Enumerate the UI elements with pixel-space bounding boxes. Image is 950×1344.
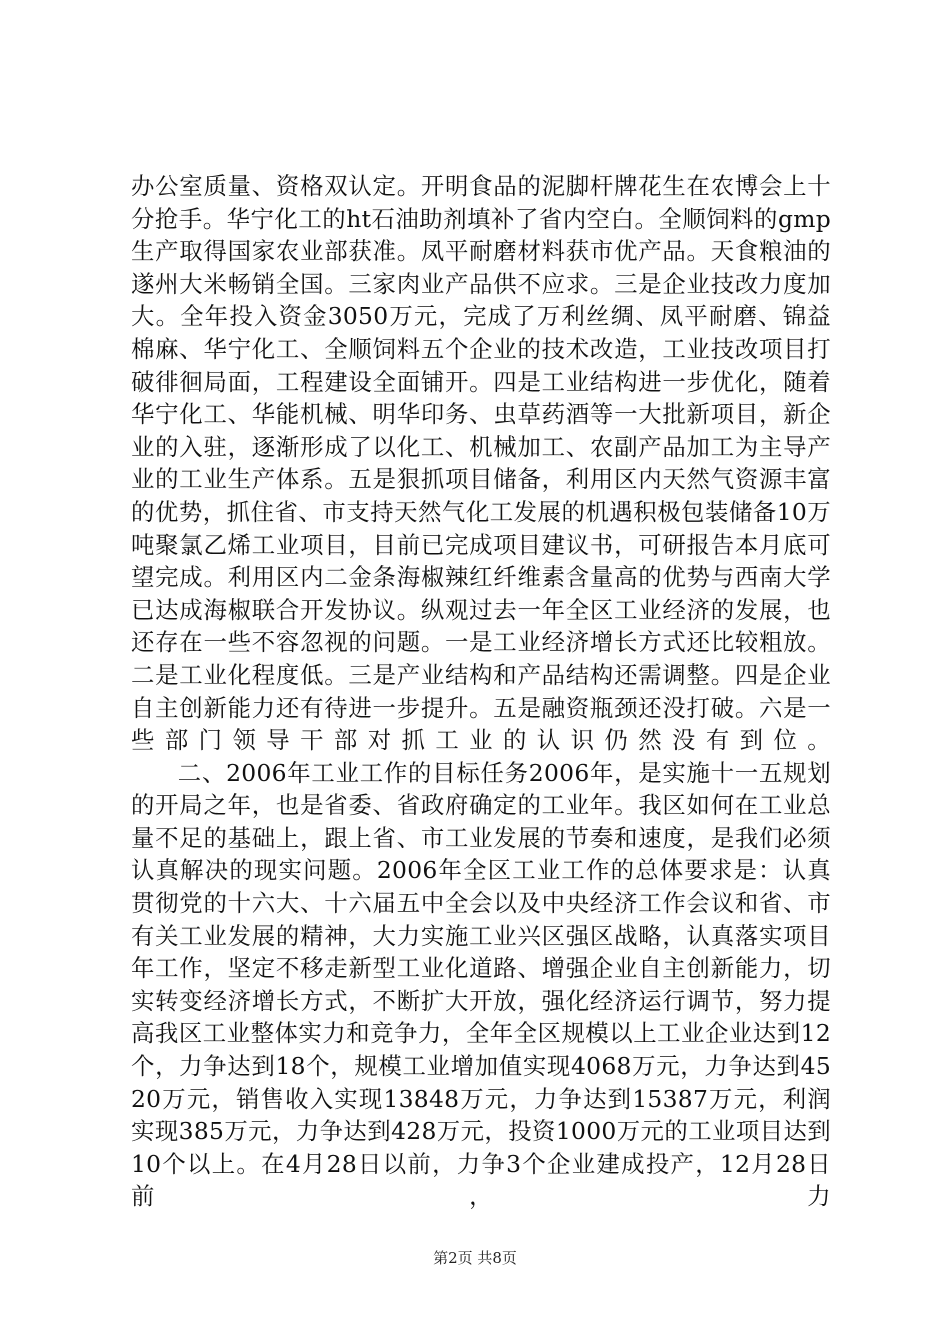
paragraph-1: 办公室质量、资格双认定。开明食品的泥脚杆牌花生在农博会上十分抢手。华宁化工的ht石油助剂填补了省内空白。全顺饲料的gmp生产取得国家农业部获准。凤平耐磨材料获市优产品。天食粮油的遂州大米畅销全国。三家肉业产品供不应求。三是企业技改力度加大。全年投入资金3050万元，完成了万利丝绸、凤平耐磨、锦益棉麻、华宁化工、全顺饲料五个企业的技术改造，工业技改项目打破徘徊局面，工程建设全面铺开。四是工业结构进一步优化，随着华宁化工、华能机械、明华印务、虫草药酒等一大批新项目，新企业的入驻，逐渐形成了以化工、机械加工、农副产品加工为主导产业的工业生产体系。五是狠抓项目储备，利用区内天然气资源丰富的优势，抓住省、市支持天然气化工发展的机遇积极包装储备10万吨聚氯乙烯工业项目，目前已完成项目建议书，可研报告本月底可望完成。利用区内二金条海椒辣红纤维素含量高的优势与西南大学已达成海椒联合开发协议。纵观过去一年全区工业经济的发展，也还存在一些不容忽视的问题。一是工业经济增长方式还比较粗放。二是工业化程度低。三是产业结构和产品结构还需调整。四是企业自主创新能力还有待进一步提升。五是融资瓶颈还没打破。六是一些部门领导干部对抓工业的认识仍然没有到位。 xyxy=(131,172,831,755)
page-footer: 第2页 共8页 xyxy=(433,1249,517,1267)
paragraph-2: 二、2006年工业工作的目标任务2006年，是实施十一五规划的开局之年，也是省委、省政府确定的工业年。我区如何在工业总量不足的基础上，跟上省、市工业发展的节奏和速度，是我们必须认真解决的现实问题。2006年全区工业工作的总体要求是：认真贯彻党的十六大、十六届五中全会以及中央经济工作会议和省、市有关工业发展的精神，大力实施工业兴区强区战略，认真落实项目年工作，坚定不移走新型工业化道路、增强企业自主创新能力，切实转变经济增长方式，不断扩大开放，强化经济运行调节，努力提高我区工业整体实力和竞争力，全年全区规模以上工业企业达到12个，力争达到18个，规模工业增加值实现4068万元，力争达到4520万元，销售收入实现13848万元，力争达到15387万元，利润实现385万元，力争达到428万元，投资1000万元的工业项目达到10个以上。在4月28日以前，力争3个企业建成投产，12月28日前，力 xyxy=(131,758,831,1211)
document-body xyxy=(131,170,831,1213)
